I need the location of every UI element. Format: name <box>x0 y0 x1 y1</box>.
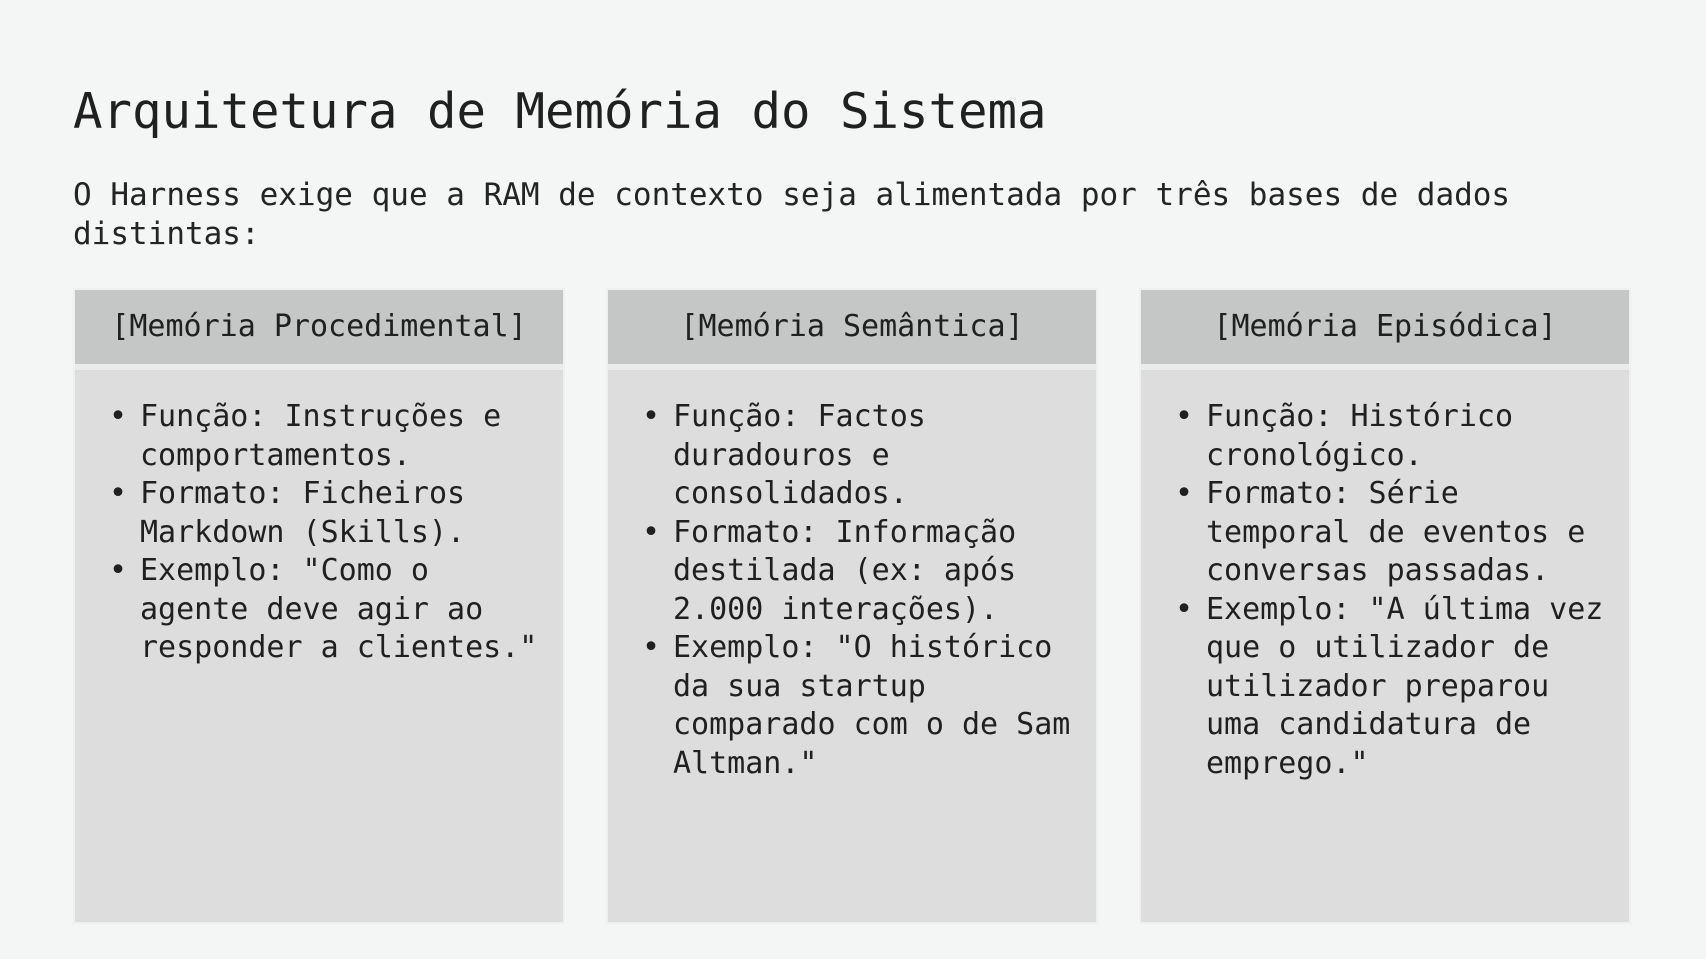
bullet-dot-icon: • <box>642 514 661 550</box>
card-body <box>1141 370 1629 924</box>
bullet-dot-icon: • <box>1175 399 1194 434</box>
bullet-dot-icon: • <box>109 553 128 588</box>
bullet-list <box>109 398 541 668</box>
list-item <box>642 398 1074 514</box>
list-item-text: Formato: Informação destilada (ex: após 2.000 interações). <box>673 514 1017 627</box>
list-item <box>1175 398 1607 475</box>
memory-architecture-cards <box>73 288 1633 924</box>
card-header: [Memória Procedimental] <box>75 290 563 370</box>
bullet-dot-icon: • <box>642 399 661 434</box>
semantic-memory-card <box>606 288 1098 924</box>
bullet-dot-icon: • <box>1175 591 1194 627</box>
list-item <box>109 552 541 668</box>
card-body <box>608 370 1096 924</box>
bullet-dot-icon: • <box>109 476 128 511</box>
card-body <box>75 370 563 924</box>
bullet-dot-icon: • <box>642 630 661 665</box>
card-header: [Memória Episódica] <box>1141 290 1629 370</box>
list-item <box>642 629 1074 783</box>
slide-subtitle: O Harness exige que a RAM de contexto seja alimentada por três bases de dados distintas: <box>73 177 1511 252</box>
list-item-text: Formato: Ficheiros Markdown (Skills). <box>140 476 466 550</box>
episodic-memory-card <box>1139 288 1631 924</box>
procedural-memory-card <box>73 288 565 924</box>
list-item-text: Exemplo: "O histórico da sua startup comparado com o de Sam Altman." <box>673 630 1071 781</box>
list-item <box>1175 591 1607 784</box>
list-item <box>109 398 541 475</box>
list-item-text: Função: Histórico cronológico. <box>1206 399 1514 473</box>
bullet-list <box>1175 398 1607 783</box>
list-item <box>642 514 1074 630</box>
bullet-list <box>642 398 1074 783</box>
bullet-dot-icon: • <box>1175 476 1194 511</box>
list-item-text: Formato: Série temporal de eventos e conversas passadas. <box>1206 476 1586 588</box>
card-header: [Memória Semântica] <box>608 290 1096 370</box>
bullet-dot-icon: • <box>109 399 128 434</box>
list-item <box>1175 475 1607 591</box>
list-item-text: Função: Factos duradouros e consolidados. <box>673 399 926 511</box>
list-item-text: Função: Instruções e comportamentos. <box>140 399 502 473</box>
slide-title: Arquitetura de Memória do Sistema <box>73 83 1047 140</box>
list-item <box>109 475 541 552</box>
list-item-text: Exemplo: "A última vez que o utilizador de utilizador preparou uma candidatura de emprego." <box>1206 591 1604 781</box>
list-item-text: Exemplo: "Como o agente deve agir ao responder a clientes." <box>140 553 538 665</box>
